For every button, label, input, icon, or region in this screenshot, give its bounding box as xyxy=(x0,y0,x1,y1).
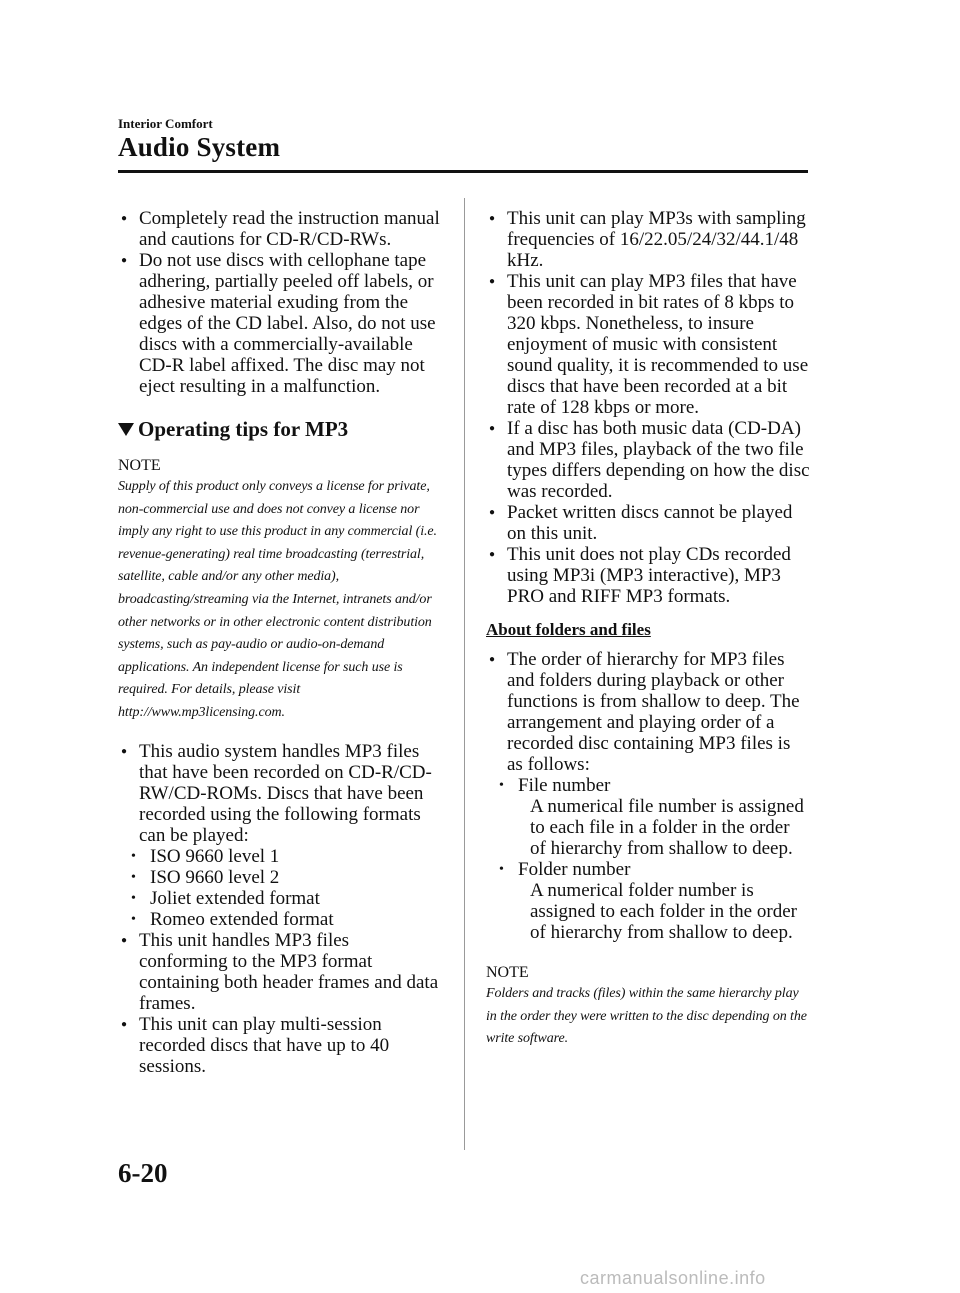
watermark: carmanualsonline.info xyxy=(580,1268,766,1288)
column-divider xyxy=(464,198,465,1150)
note-label: NOTE xyxy=(118,457,161,474)
file-number-desc: A numerical file number is assigned to each file in a folder in the order of hierarchy from shallow to deep. xyxy=(530,796,804,859)
section-heading-mp3 xyxy=(118,419,440,440)
bullet-sampling: ● This unit can play MP3s with sampling frequencies of 16/22.05/24/32/44.1/48 kHz. xyxy=(486,208,810,271)
note-text: Supply of this product only conveys a license for private, non-commercial use and does not convey a license nor imply any right to use this product in any commercial (i.e. revenue-generating) real time broadcasting (terrestrial, satellite, cable and/or any other media), broadcasting/streaming via the Internet, intranets and/or other networks or in other electronic content distribution systems, such as pay-audio or audio-on-demand applications. An independent license for such use is required. For details, please visit http://www.mp3licensing.com. xyxy=(118,479,437,720)
bullet-packet-written: ● Packet written discs cannot be played on this unit. xyxy=(486,502,810,544)
subheading-folders: About folders and files xyxy=(486,620,651,639)
heading-text: Operating tips for MP3 xyxy=(138,417,349,441)
format-item: • Romeo extended format xyxy=(118,909,440,930)
bullet-formats: ● This audio system handles MP3 files that have been recorded on CD-R/CD-RW/CD-ROMs. Discs that have been recorded using the following formats can be played: xyxy=(118,741,440,846)
left-column xyxy=(118,208,440,1077)
bullet-unsupported: ● This unit does not play CDs recorded using MP3i (MP3 interactive), MP3 PRO and RIFF MP3 formats. xyxy=(486,544,810,607)
format-item: • Joliet extended format xyxy=(118,888,440,909)
bullet-read-manual: ● Completely read the instruction manual and cautions for CD-R/CD-RWs. xyxy=(118,208,440,250)
right-column xyxy=(486,208,810,1051)
page-number: 6-20 xyxy=(118,1158,168,1188)
bullet-cellophane: ● Do not use discs with cellophane tape adhering, partially peeled off labels, or adhesive material exuding from the edges of the CD label. Also, do not use discs with a commercially-available CD-R label affixed. The disc may not eject resulting in a malfunction. xyxy=(118,250,440,397)
bullet-mixed-disc: ● If a disc has both music data (CD-DA) and MP3 files, playback of the two file types differs depending on how the disc was recorded. xyxy=(486,418,810,502)
section-label: Interior Comfort xyxy=(118,116,213,131)
folder-number-desc: A numerical folder number is assigned to each folder in the order of hierarchy from shallow to deep. xyxy=(530,880,797,943)
format-item: • ISO 9660 level 2 xyxy=(118,867,440,888)
triangle-marker-icon xyxy=(118,423,134,436)
page-title: Audio System xyxy=(118,132,281,162)
note-label-right: NOTE xyxy=(486,964,529,981)
header-rule xyxy=(118,170,808,173)
note-text-right: Folders and tracks (files) within the same hierarchy play in the order they were written to the disc depending on the write software. xyxy=(486,986,807,1047)
bullet-multisession: ● This unit can play multi-session recorded discs that have up to 40 sessions. xyxy=(118,1014,440,1077)
folder-number-label: • Folder number xyxy=(486,859,810,880)
format-item: • ISO 9660 level 1 xyxy=(118,846,440,867)
bullet-hierarchy: ● The order of hierarchy for MP3 files and folders during playback or other functions is from shallow to deep. The arrangement and playing order of a recorded disc containing MP3 files is as follows: xyxy=(486,649,810,775)
bullet-header-frames: ● This unit handles MP3 files conforming to the MP3 format containing both header frames and data frames. xyxy=(118,930,440,1014)
file-number-label: • File number xyxy=(486,775,810,796)
bullet-bitrates: ● This unit can play MP3 files that have been recorded in bit rates of 8 kbps to 320 kbps. Nonetheless, to insure enjoyment of music with consistent sound quality, it is recommended to use discs that have been recorded at a bit rate of 128 kbps or more. xyxy=(486,271,810,418)
